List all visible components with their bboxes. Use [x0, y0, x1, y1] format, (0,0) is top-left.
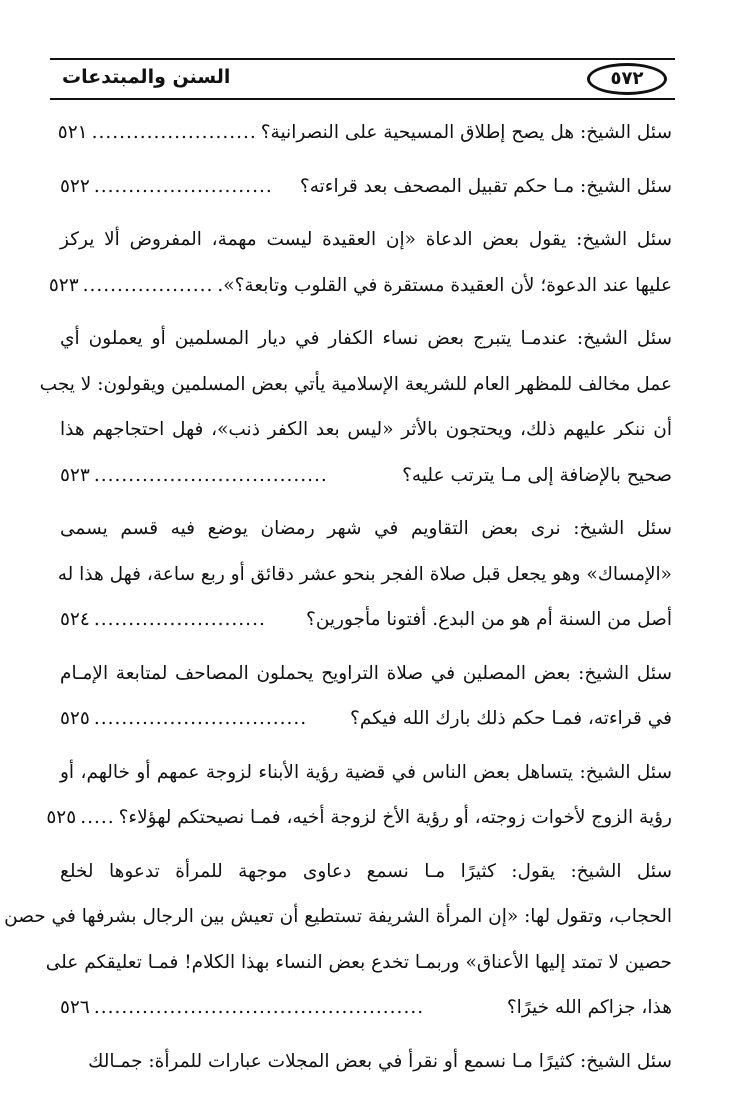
entry-text: في قراءته، فمـا حكم ذلك بارك الله فيكم؟ [350, 708, 672, 729]
entry-line: سئل الشيخ: يقول: كثيرًا مـا نسمع دعاوى موجهة للمرأة تدعوها لخلع [60, 860, 672, 882]
dot-leader: ................................................ [93, 997, 425, 1018]
dot-leader: ........................ [91, 122, 257, 143]
entry-text: صحيح بالإضافة إلى مـا يترتب عليه؟ [402, 464, 672, 486]
entry-line: سئل الشيخ: كثيرًا مـا نسمع أو نقرأ في بعض المجلات عبارات للمرأة: جمـالك [88, 1050, 672, 1072]
entry-page-number: ٥٢٣ [60, 464, 90, 486]
page-header [50, 58, 675, 100]
index-entry [48, 217, 672, 308]
entry-line: سئل الشيخ: يتساهل بعض الناس في قضية رؤية الأبناء لزوجة عمهم أو خالهم، أو [60, 761, 672, 783]
entry-last-line [57, 110, 672, 156]
dot-leader: ..... [80, 807, 115, 828]
index-entry [57, 506, 672, 643]
entry-last-line [60, 453, 672, 499]
dot-leader: ................... [82, 274, 214, 296]
index-entry [57, 110, 672, 156]
entry-last-line [60, 597, 672, 643]
dot-leader: ............................... [93, 708, 308, 729]
page-number-badge: ٥٧٢ [587, 63, 667, 95]
entry-line: سئل الشيخ: يقول بعض الدعاة «إن العقيدة ليست مهمة، المفروض ألا يركز [60, 229, 672, 250]
entry-line: حصين لا تمتد إليها الأعناق» وربمـا تخدع بعض النساء بهذا الكلام! فمـا تعليقكم على [45, 951, 672, 973]
entry-line: أن ننكر عليهم ذلك، ويحتجون بالأثر «ليس بعد الكفر ذنب»، فهل احتجاجهم هذا [60, 419, 672, 440]
entry-page-number: ٥٢٥ [46, 807, 77, 828]
entry-last-line [60, 985, 672, 1031]
dot-leader: .................................. [93, 464, 328, 486]
entry-line: سئل الشيخ: نرى بعض التقاويم في شهر رمضان يوضع فيه قسم يسمى [60, 518, 672, 539]
index-entry [4, 849, 672, 1031]
index-entry [60, 1039, 672, 1085]
entry-last-line [48, 263, 672, 309]
entry-last-line [46, 795, 672, 841]
index-entry [46, 750, 672, 841]
entry-page-number: ٥٢٤ [60, 609, 90, 630]
index-entry [39, 316, 672, 498]
entry-line: «الإمساك» وهو يجعل قبل صلاة الفجر بنحو عشر دقائق أو ربع ساعة، فهل هذا له [57, 563, 672, 585]
entry-page-number: ٥٢١ [57, 122, 88, 143]
entry-last-line [60, 164, 672, 210]
entry-line: عمل مخالف للمظهر العام للشريعة الإسلامية يأتي بعض المسلمين ويقولون: لا يجب [39, 373, 672, 395]
entry-text: سئل الشيخ: مـا حكم تقبيل المصحف بعد قراءته؟ [299, 175, 672, 197]
entry-text: رؤية الزوج لأخوات زوجته، أو رؤية الأخ لزوجة أخيه، فمـا نصيحتكم لهؤلاء؟ [118, 807, 672, 828]
entry-page-number: ٥٢٣ [48, 274, 79, 296]
entry-line: سئل الشيخ: عندمـا يتبرج بعض نساء الكفار في ديار المسلمين أو يعملون أي [60, 328, 672, 349]
entry-page-number: ٥٢٢ [60, 175, 90, 197]
index-entry [60, 164, 672, 210]
dot-leader: .......................... [93, 175, 273, 197]
index-entry [60, 651, 672, 742]
running-title: السنن والمبتدعات [62, 66, 231, 88]
entry-last-line [60, 696, 672, 742]
dot-leader: ......................... [93, 609, 266, 630]
entry-text: عليها عند الدعوة؛ لأن العقيدة مستقرة في القلوب وتابعة؟». [217, 274, 672, 296]
entry-text: هذا، جزاكم الله خيرًا؟ [506, 997, 672, 1018]
entry-line: سئل الشيخ: بعض المصلين في صلاة التراويح يحملون المصاحف لمتابعة الإمـام [60, 662, 672, 684]
entry-text: سئل الشيخ: هل يصح إطلاق المسيحية على النصرانية؟ [260, 122, 672, 143]
entry-page-number: ٥٢٥ [60, 708, 90, 729]
entry-line: الحجاب، وتقول لها: «إن المرأة الشريفة تستطيع أن تعيش بين الرجال بشرفها في حصن [4, 906, 672, 927]
entry-page-number: ٥٢٦ [60, 997, 90, 1018]
index-list [4, 110, 672, 1092]
entry-text: أصل من السنة أم هو من البدع. أفتونا مأجورين؟ [306, 609, 672, 630]
